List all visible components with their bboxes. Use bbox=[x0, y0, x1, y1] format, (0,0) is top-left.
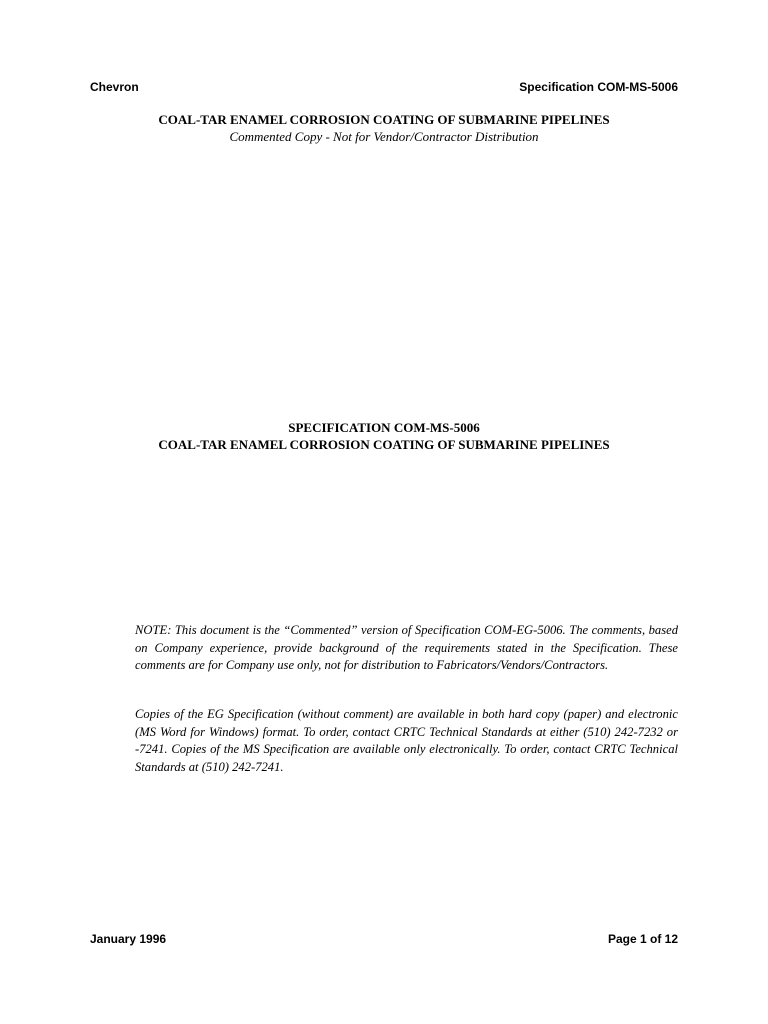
specification-number: SPECIFICATION COM-MS-5006 bbox=[288, 420, 480, 435]
specification-heading bbox=[90, 419, 678, 453]
note-paragraph-2: Copies of the EG Specification (without comment) are available in both hard copy (paper) and electronic (MS Word for Windows) format. To order, contact CRTC Technical Standards at either (510) 242-7232 or -7241. Copies of the MS Specification are available only electronically. To order, contact CRTC Technical Standards at (510) 242-7241. bbox=[135, 707, 678, 774]
footer-date: January 1996 bbox=[90, 932, 167, 946]
top-heading bbox=[90, 111, 678, 145]
footer-page-number: Page 1 of 12 bbox=[607, 932, 678, 946]
specification-title: COAL-TAR ENAMEL CORROSION COATING OF SUBMARINE PIPELINES bbox=[158, 437, 610, 452]
document-title: COAL-TAR ENAMEL CORROSION COATING OF SUBMARINE PIPELINES bbox=[158, 112, 610, 127]
document-subtitle: Commented Copy - Not for Vendor/Contractor Distribution bbox=[229, 129, 539, 144]
note-paragraph-1: NOTE: This document is the “Commented” version of Specification COM-EG-5006. The comments, based on Company experience, provide background of the requirements stated in the Specification. These comments are for Company use only, not for distribution to Fabricators/Vendors/Contractors. bbox=[135, 623, 678, 672]
header-company: Chevron bbox=[90, 80, 139, 94]
header-spec-ref: Specification COM-MS-5006 bbox=[519, 80, 678, 94]
